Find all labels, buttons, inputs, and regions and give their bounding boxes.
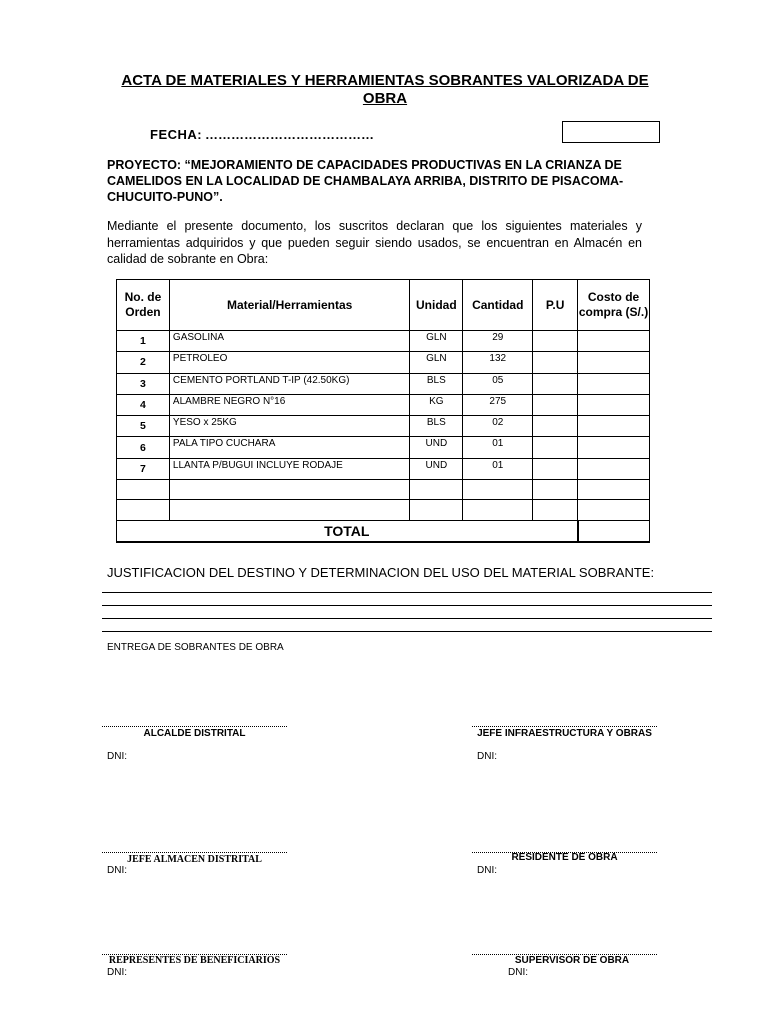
signature-line (102, 852, 287, 853)
dni-label: DNI: (107, 865, 127, 876)
justificacion-line (102, 605, 712, 606)
header-pu: P.U (533, 280, 578, 331)
materials-table (116, 279, 650, 543)
table-row (117, 416, 650, 437)
entrega-label: ENTREGA DE SOBRANTES DE OBRA (107, 642, 284, 653)
cell-material: PALA TIPO CUCHARA (169, 437, 409, 458)
table-header-row (117, 280, 650, 331)
signature-supervisor: SUPERVISOR DE OBRA (514, 955, 630, 966)
cell-cantidad: 05 (463, 373, 533, 394)
justificacion-line (102, 618, 712, 619)
cell-no: 3 (117, 373, 170, 394)
total-label: TOTAL (117, 520, 578, 542)
cell-costo (578, 437, 650, 458)
cell-costo (578, 458, 650, 479)
cell-no: 4 (117, 394, 170, 415)
fecha-box (562, 121, 660, 143)
cell-costo (578, 416, 650, 437)
table-row (117, 437, 650, 458)
cell-material: ALAMBRE NEGRO N°16 (169, 394, 409, 415)
cell-cantidad: 02 (463, 416, 533, 437)
cell-unidad: UND (410, 458, 463, 479)
signature-representes: REPRESENTES DE BENEFICIARIOS (108, 955, 281, 966)
cell-unidad: BLS (410, 373, 463, 394)
signature-line (102, 726, 287, 727)
cell-pu (533, 352, 578, 373)
cell-unidad: KG (410, 394, 463, 415)
dni-label: DNI: (508, 967, 528, 978)
fecha-dotted-line: ………………………………… (205, 127, 374, 142)
cell-material: CEMENTO PORTLAND T-IP (42.50KG) (169, 373, 409, 394)
cell-no: 5 (117, 416, 170, 437)
cell-pu (533, 416, 578, 437)
dni-label: DNI: (477, 751, 497, 762)
intro-paragraph: Mediante el presente documento, los suscritos declaran que los siguientes materiales y herramientas adquiridos y que pueden seguir siendo usados, se encuentran en Almacén en calidad de sobrante en Obra: (107, 219, 642, 266)
header-material: Material/Herramientas (169, 280, 409, 331)
cell-no: 2 (117, 352, 170, 373)
cell-pu (533, 394, 578, 415)
cell-costo (578, 352, 650, 373)
dni-label: DNI: (107, 751, 127, 762)
table-row (117, 352, 650, 373)
header-cantidad: Cantidad (463, 280, 533, 331)
table-row (117, 394, 650, 415)
cell-cantidad: 01 (463, 437, 533, 458)
cell-unidad: GLN (410, 331, 463, 352)
header-costo: Costo de compra (S/.) (578, 280, 650, 331)
fecha-label: FECHA: (150, 127, 203, 142)
table-row (117, 458, 650, 479)
proyecto-text: PROYECTO: “MEJORAMIENTO DE CAPACIDADES PRODUCTIVAS EN LA CRIANZA DE CAMELIDOS EN LA LOCALIDAD DE CHAMBALAYA ARRIBA, DISTRITO DE PISACOMA-CHUCUITO-PUNO”. (107, 158, 624, 204)
signature-line (472, 726, 657, 727)
cell-unidad: GLN (410, 352, 463, 373)
header-no: No. de Orden (117, 280, 170, 331)
cell-pu (533, 331, 578, 352)
cell-pu (533, 458, 578, 479)
cell-cantidad: 01 (463, 458, 533, 479)
justificacion-heading: JUSTIFICACION DEL DESTINO Y DETERMINACION DEL USO DEL MATERIAL SOBRANTE: (107, 565, 655, 580)
cell-pu (533, 437, 578, 458)
cell-cantidad: 275 (463, 394, 533, 415)
cell-unidad: UND (410, 437, 463, 458)
table-row-empty (117, 500, 650, 520)
dni-label: DNI: (477, 865, 497, 876)
cell-costo (578, 331, 650, 352)
cell-costo (578, 394, 650, 415)
cell-unidad: BLS (410, 416, 463, 437)
cell-material: PETROLEO (169, 352, 409, 373)
signature-residente: RESIDENTE DE OBRA (511, 852, 618, 863)
cell-no: 7 (117, 458, 170, 479)
cell-cantidad: 132 (463, 352, 533, 373)
total-value-cell (578, 520, 650, 542)
dni-label: DNI: (107, 967, 127, 978)
table-row (117, 331, 650, 352)
table-total-row (117, 520, 650, 542)
cell-cantidad: 29 (463, 331, 533, 352)
signature-jefe-almacen: JEFE ALMACEN DISTRITAL (127, 854, 262, 865)
cell-no: 6 (117, 437, 170, 458)
cell-material: GASOLINA (169, 331, 409, 352)
signature-alcalde: ALCALDE DISTRITAL (143, 728, 246, 739)
cell-pu (533, 373, 578, 394)
header-unidad: Unidad (410, 280, 463, 331)
document-title: ACTA DE MATERIALES Y HERRAMIENTAS SOBRANTES VALORIZADA DE OBRA (121, 72, 649, 107)
cell-costo (578, 373, 650, 394)
cell-material: LLANTA P/BUGUI INCLUYE RODAJE (169, 458, 409, 479)
table-row-empty (117, 480, 650, 500)
signature-jefe-infraestructura: JEFE INFRAESTRUCTURA Y OBRAS (477, 728, 652, 739)
justificacion-line (102, 592, 712, 593)
justificacion-line (102, 631, 712, 632)
cell-material: YESO x 25KG (169, 416, 409, 437)
cell-no: 1 (117, 331, 170, 352)
table-row (117, 373, 650, 394)
